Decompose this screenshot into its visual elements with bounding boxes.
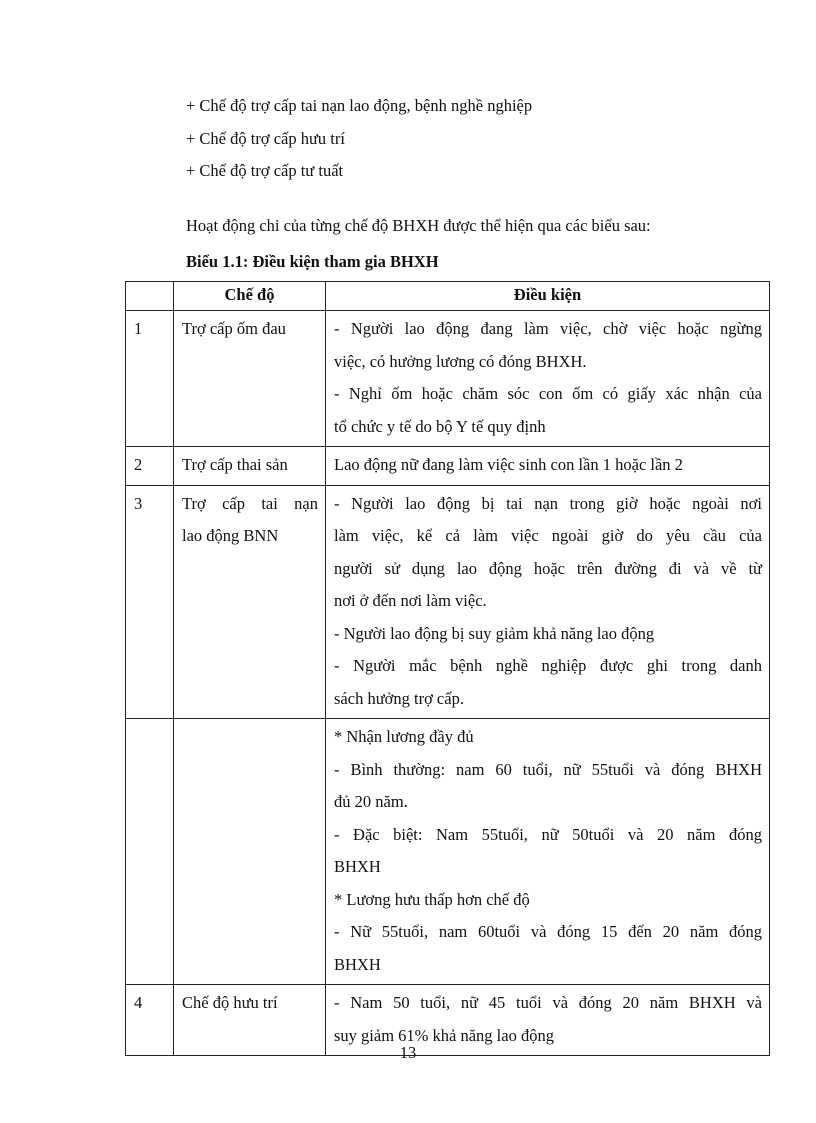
condition-line: * Lương hưu thấp hơn chế độ [334,889,530,909]
table-row [126,311,770,447]
condition-line: sách hưởng trợ cấp. [334,688,464,708]
table-row [126,447,770,486]
conditions-cell [326,311,770,447]
regime-cell [174,719,326,985]
condition-line: - Nghỉ ốm hoặc chăm sóc con ốm có giấy xác nhận của [334,384,762,403]
regime-line: Trợ cấp tai nạn [182,493,318,513]
bullet-line-3: + Chế độ trợ cấp tư tuất [186,161,344,180]
regime-cell [174,311,326,447]
row-number: 4 [126,985,174,1056]
condition-line: - Người lao động đang làm việc, chờ việc hoặc ngừng [334,319,762,338]
row-number: 3 [126,485,174,719]
conditions-table [125,281,770,1056]
header-number [126,282,174,311]
condition-line: - Nam 50 tuổi, nữ 45 tuổi và đóng 20 năm BHXH và [334,993,762,1012]
condition-line: tổ chức y tế do bộ Y tế quy định [334,416,546,436]
regime-line: lao động BNN [182,526,279,545]
header-conditions: Điều kiện [326,282,770,311]
condition-line: - Đặc biệt: Nam 55tuổi, nữ 50tuổi và 20 năm đóng [334,824,762,844]
bullet-line-2: + Chế độ trợ cấp hưu trí [186,129,345,148]
condition-line: suy giảm 61% khả năng lao động [334,1025,554,1045]
intro-paragraph: Hoạt động chi của từng chế độ BHXH được thể hiện qua các biểu sau: [186,216,651,235]
table-header-row [126,282,770,311]
row-number: 2 [126,447,174,486]
table-row [126,719,770,985]
condition-line: BHXH [334,857,381,876]
condition-line: - Người lao động bị tai nạn trong giờ hoặc ngoài nơi [334,493,762,513]
bullet-line-1: + Chế độ trợ cấp tai nạn lao động, bệnh nghề nghiệp [186,96,533,115]
row-number [126,719,174,985]
table-caption: Biểu 1.1: Điều kiện tham gia BHXH [186,252,439,271]
regime-line: Chế độ hưu trí [182,993,278,1012]
condition-line: người sử dụng lao động hoặc trên đường đi và về từ [334,558,762,578]
regime-line: Trợ cấp ốm đau [182,319,286,338]
regime-line: Trợ cấp thai sản [182,455,288,474]
conditions-cell [326,719,770,985]
condition-line: làm việc, kể cả làm việc ngoài giờ do yêu cầu của [334,526,762,545]
conditions-cell [326,447,770,486]
row-number: 1 [126,311,174,447]
table-row [126,485,770,719]
condition-line: đủ 20 năm. [334,792,408,811]
page-number: 13 [399,1043,417,1062]
condition-line: nơi ở đến nơi làm việc. [334,591,487,610]
condition-line: BHXH [334,954,381,974]
condition-line: - Nữ 55tuổi, nam 60tuổi và đóng 15 đến 20 năm đóng [334,922,762,941]
condition-line: việc, có hưởng lương có đóng BHXH. [334,351,587,371]
condition-line: - Người mắc bệnh nghề nghiệp được ghi trong danh [334,656,762,675]
conditions-cell [326,485,770,719]
regime-cell [174,447,326,486]
condition-line: - Bình thường: nam 60 tuổi, nữ 55tuổi và đóng BHXH [334,759,762,779]
regime-cell [174,485,326,719]
header-regime: Chế độ [174,282,326,311]
condition-line: * Nhận lương đầy đủ [334,727,474,746]
condition-line: Lao động nữ đang làm việc sinh con lần 1 hoặc lần 2 [334,455,683,474]
condition-line: - Người lao động bị suy giảm khả năng lao động [334,623,655,643]
